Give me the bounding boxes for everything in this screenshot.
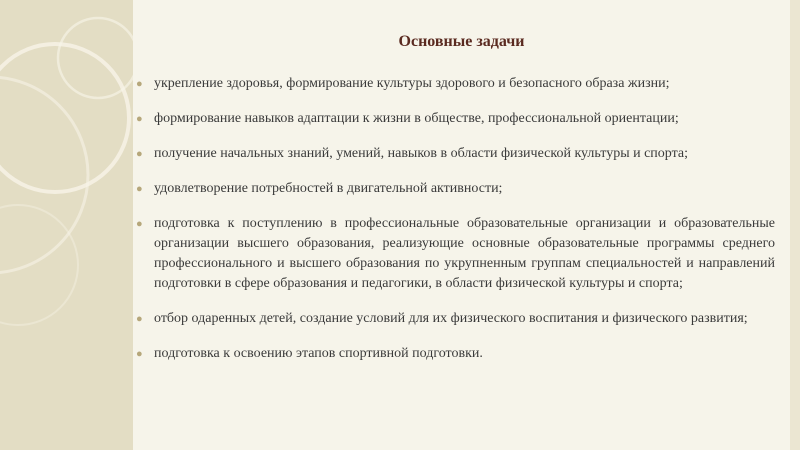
decorative-side-panel [0, 0, 133, 450]
bullet-icon: ● [136, 113, 143, 125]
bullet-icon: ● [136, 348, 143, 360]
bullet-icon: ● [136, 78, 143, 90]
list-item [134, 109, 775, 129]
list-item [134, 309, 775, 329]
list-item-text: удовлетворение потребностей в двигательной активности; [154, 181, 503, 196]
list-item-text: получение начальных знаний, умений, навыков в области физической культуры и спорта; [154, 146, 689, 161]
list-item-text: укрепление здоровья, формирование культуры здорового и безопасного образа жизни; [154, 76, 670, 91]
decorative-right-strip [790, 0, 800, 450]
list-item [134, 214, 775, 294]
bullet-icon: ● [136, 218, 143, 230]
bullet-icon: ● [136, 148, 143, 160]
list-item-text: отбор одаренных детей, создание условий для их физического воспитания и физического развития; [154, 311, 748, 326]
list-item-text: подготовка к поступлению в профессиональные образовательные организации и образовательные организации высшего образования, реализующие основные образовательные программы среднего профессионального и высшего образования по укрупненным группам специальностей и направлений подготовки в сфере образования и педагогики, в области физической культуры и спорта; [154, 216, 775, 291]
list-item [134, 74, 775, 94]
list-item-text: формирование навыков адаптации к жизни в обществе, профессиональной ориентации; [154, 111, 679, 126]
bullet-icon: ● [136, 183, 143, 195]
bullet-icon: ● [136, 313, 143, 325]
list-item-text: подготовка к освоению этапов спортивной подготовки. [154, 346, 483, 361]
task-list [134, 74, 775, 379]
decorative-rings [0, 0, 133, 450]
list-item [134, 144, 775, 164]
list-item [134, 344, 775, 364]
list-item [134, 179, 775, 199]
slide-title: Основные задачи [398, 33, 525, 50]
